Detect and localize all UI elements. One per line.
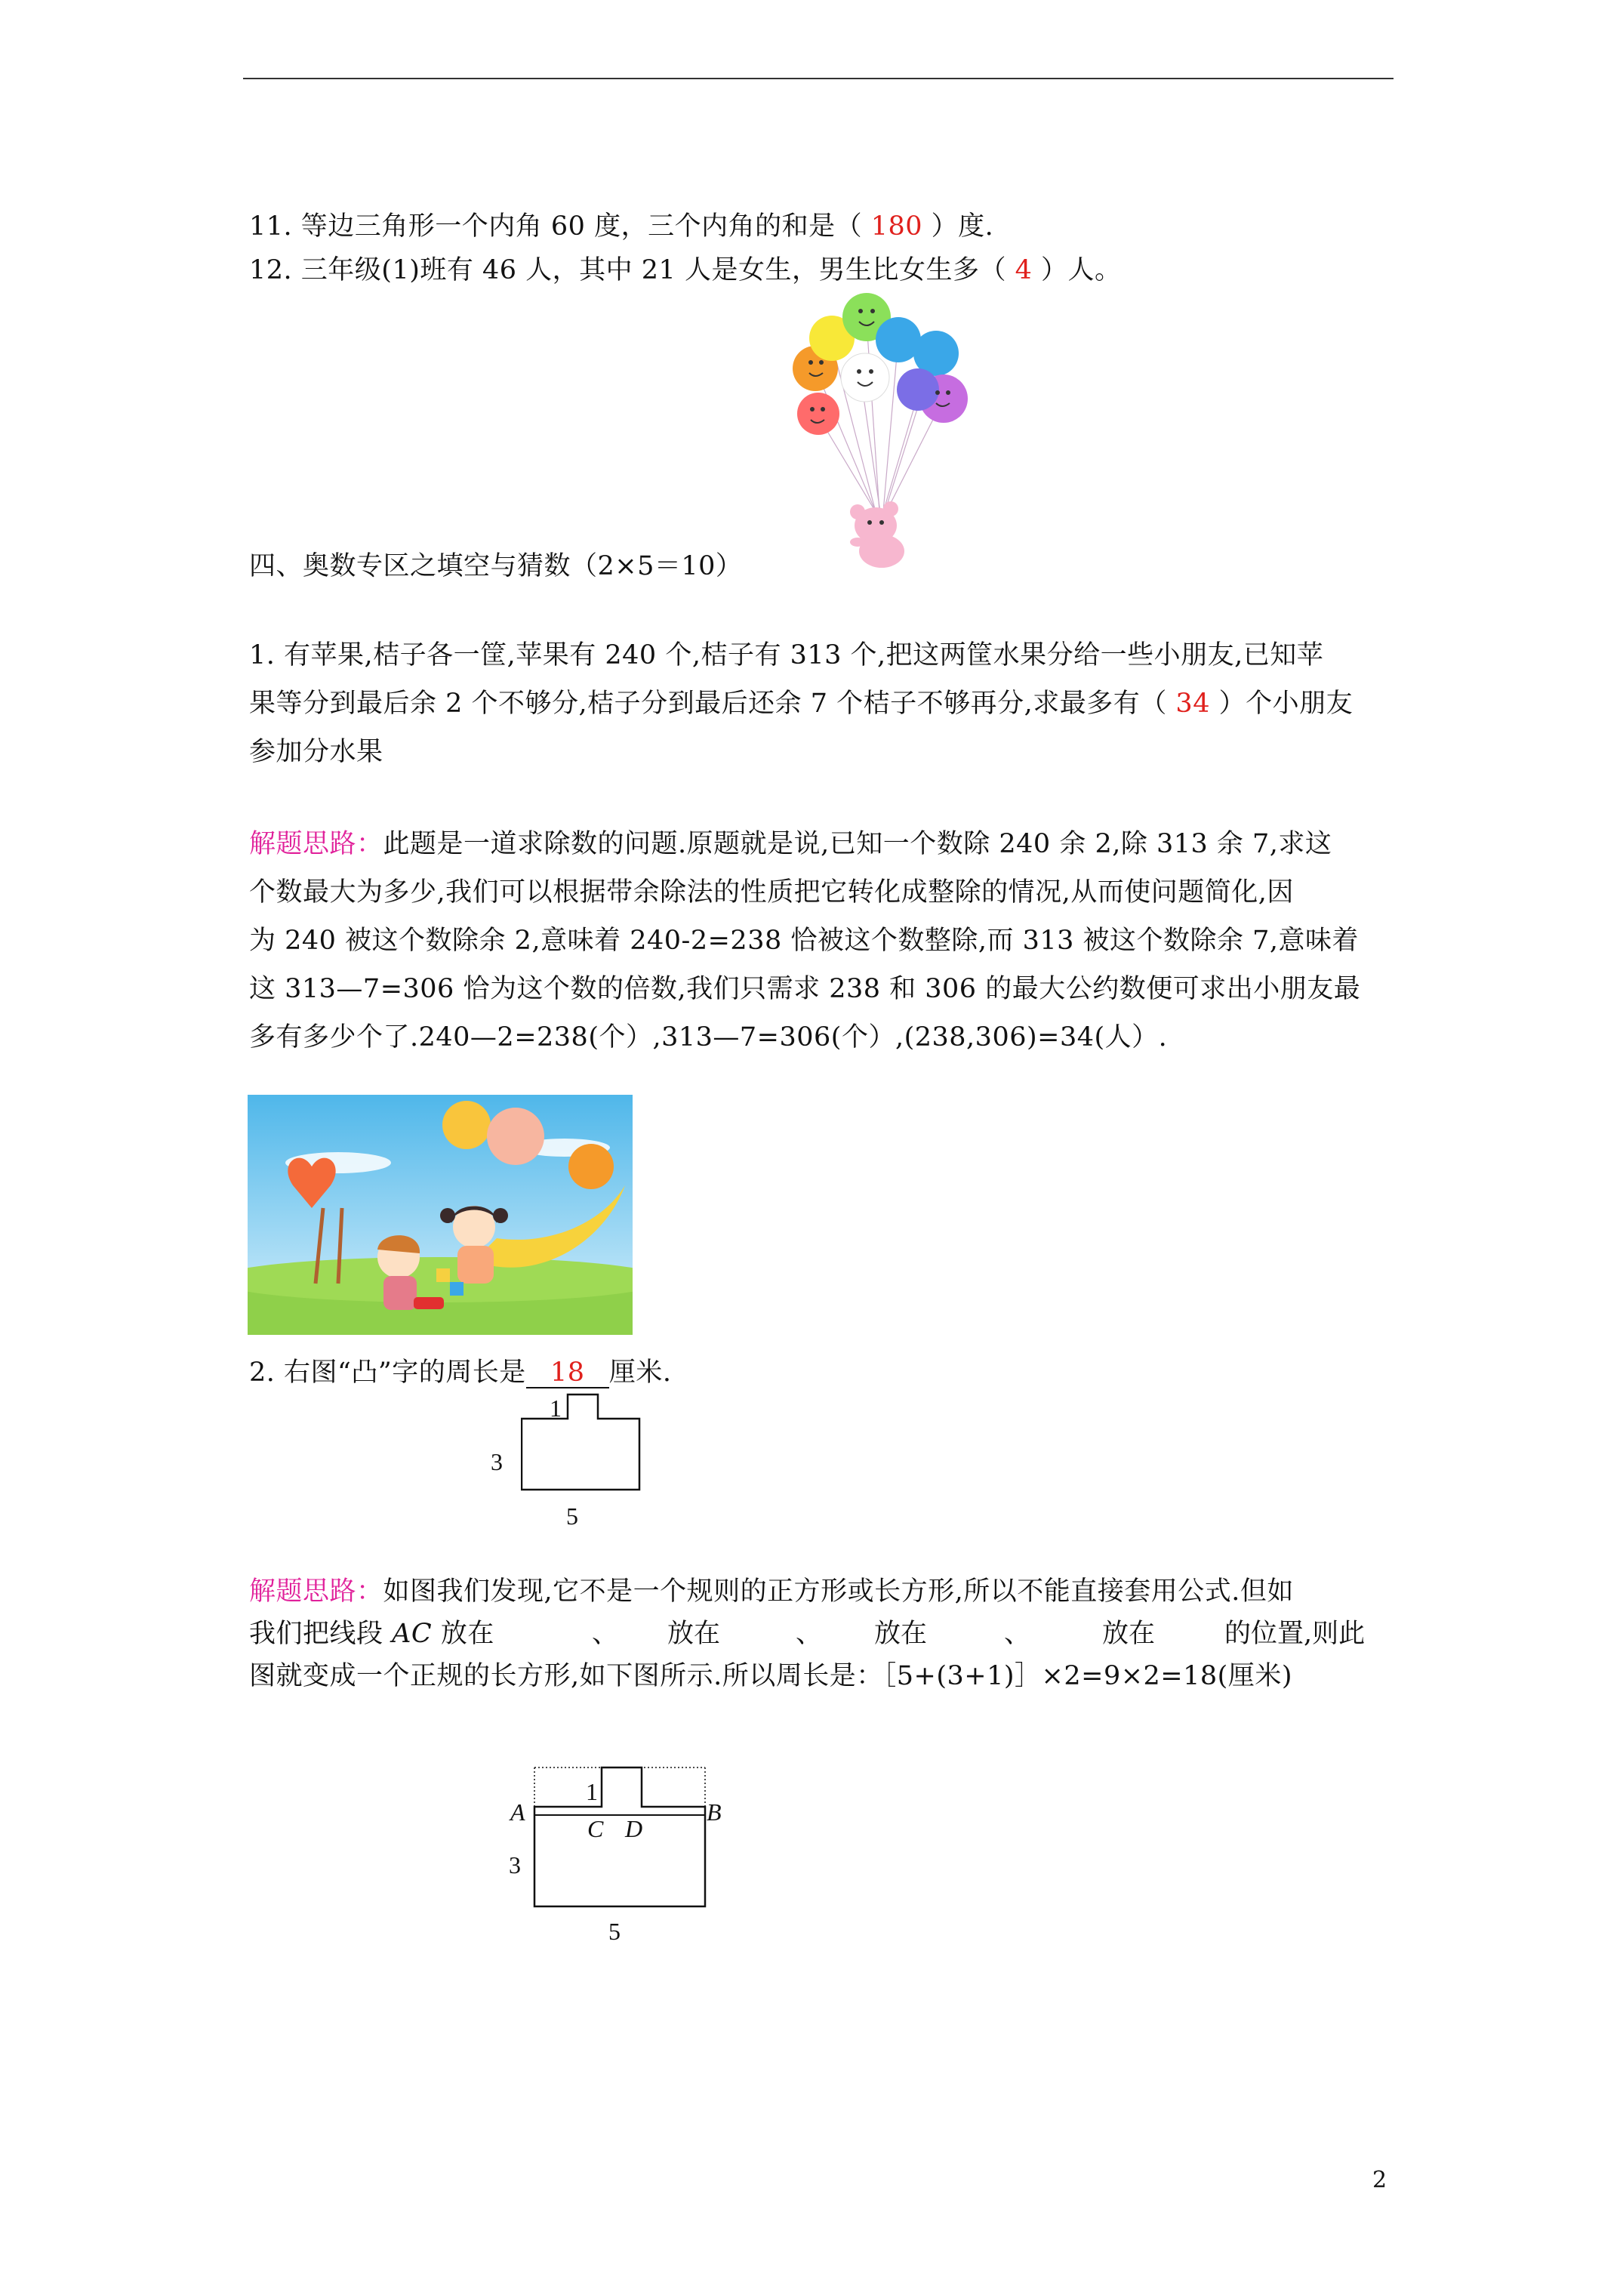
solution-2-label: 解题思路：	[249, 1576, 383, 1607]
solution-1-line-3: 为 240 被这个数除余 2,意味着 240-2=238 恰被这个数整除,而 313 被这个数除余 7,意味着	[249, 926, 1360, 956]
question-12-answer: 4	[1015, 255, 1033, 285]
fig2-bottom-label: 5	[608, 1918, 621, 1945]
fig2-point-a: A	[510, 1798, 525, 1826]
segment-ac-label: AC	[392, 1619, 433, 1649]
problem-1-text: 果等分到最后余 2 个不够分,桔子分到最后还余 7 个桔子不够再分,求最多有（	[249, 689, 1176, 719]
solution-2-line-3: 图就变成一个正规的长方形,如下图所示.所以周长是：［5+(3+1)］×2=9×2=18(厘米)	[249, 1661, 1292, 1691]
solution-1-label: 解题思路：	[249, 829, 383, 859]
solution-2-line-1	[249, 1570, 1294, 1608]
problem-1-line-1: 1. 有苹果,桔子各一筐,苹果有 240 个,桔子有 313 个,把这两筐水果分给一些小朋友,已知苹	[249, 640, 1324, 670]
solution-1-line-1	[249, 823, 1332, 861]
smiley-balloons-bear-image	[785, 285, 981, 572]
solution-2-text-part: 放在	[874, 1619, 928, 1649]
fig1-side-label: 3	[491, 1448, 503, 1475]
rectangle-transform-figure	[528, 1763, 710, 1914]
problem-1-line-3: 参加分水果	[249, 737, 383, 767]
problem-2-text: 2. 右图“凸”字的周长是	[249, 1358, 526, 1388]
solution-2-text-part: 放在	[667, 1619, 721, 1649]
fig2-side-label: 3	[509, 1851, 521, 1878]
problem-2-suffix: 厘米.	[608, 1358, 672, 1388]
solution-1-text: 此题是一道求除数的问题.原题就是说,已知一个数除 240 余 2,除 313 余 7,求这	[383, 829, 1332, 859]
page-number: 2	[1372, 2167, 1387, 2193]
solution-1-line-5: 多有多少个了.240—2=238(个）,313—7=306(个）,(238,306)=34(人）.	[249, 1022, 1168, 1052]
problem-1-answer: 34	[1175, 689, 1210, 719]
solution-2-text-part: 放在	[432, 1619, 494, 1649]
question-12-text: 12. 三年级(1)班有 46 人，其中 21 人是女生，男生比女生多（	[249, 255, 1015, 285]
solution-2-separator: 、	[592, 1619, 619, 1649]
fig1-bottom-label: 5	[566, 1502, 578, 1530]
solution-2-text: 如图我们发现,它不是一个规则的正方形或长方形,所以不能直接套用公式.但如	[383, 1576, 1294, 1607]
children-playing-image	[248, 1095, 633, 1335]
question-11	[249, 205, 993, 243]
problem-2	[249, 1351, 671, 1389]
problem-1-line-2	[249, 683, 1353, 720]
solution-2-separator: 、	[1004, 1619, 1031, 1649]
solution-1-line-4: 这 313—7=306 恰为这个数的倍数,我们只需求 238 和 306 的最大公约数便可求出小朋友最	[249, 974, 1361, 1004]
solution-2-separator: 、	[796, 1619, 823, 1649]
fig2-point-b: B	[707, 1798, 722, 1826]
solution-2-line-2	[249, 1613, 494, 1650]
section-4-title: 四、奥数专区之填空与猜数（2×5＝10）	[249, 551, 743, 581]
problem-1-suffix: ）个小朋友	[1209, 689, 1354, 719]
question-12-suffix: ）人。	[1032, 255, 1122, 285]
convex-shape-figure	[521, 1393, 649, 1495]
question-11-suffix: ）度.	[922, 211, 994, 242]
solution-1-line-2: 个数最大为多少,我们可以根据带余除法的性质把它转化成整除的情况,从而使问题简化,因	[249, 877, 1294, 908]
problem-2-answer: 18	[526, 1358, 609, 1388]
fig2-top-label: 1	[586, 1778, 598, 1805]
question-11-answer: 180	[870, 211, 923, 242]
header-rule	[243, 78, 1394, 79]
solution-2-text-part: 我们把线段	[249, 1619, 393, 1649]
solution-2-text-part: 的位置,则此	[1224, 1619, 1366, 1649]
fig2-point-d: D	[625, 1815, 643, 1842]
fig2-point-c: C	[587, 1815, 604, 1842]
solution-2-text-part: 放在	[1102, 1619, 1156, 1649]
question-12	[249, 249, 1122, 287]
fig1-top-label: 1	[550, 1395, 562, 1422]
question-11-text: 11. 等边三角形一个内角 60 度，三个内角的和是（	[249, 211, 871, 242]
